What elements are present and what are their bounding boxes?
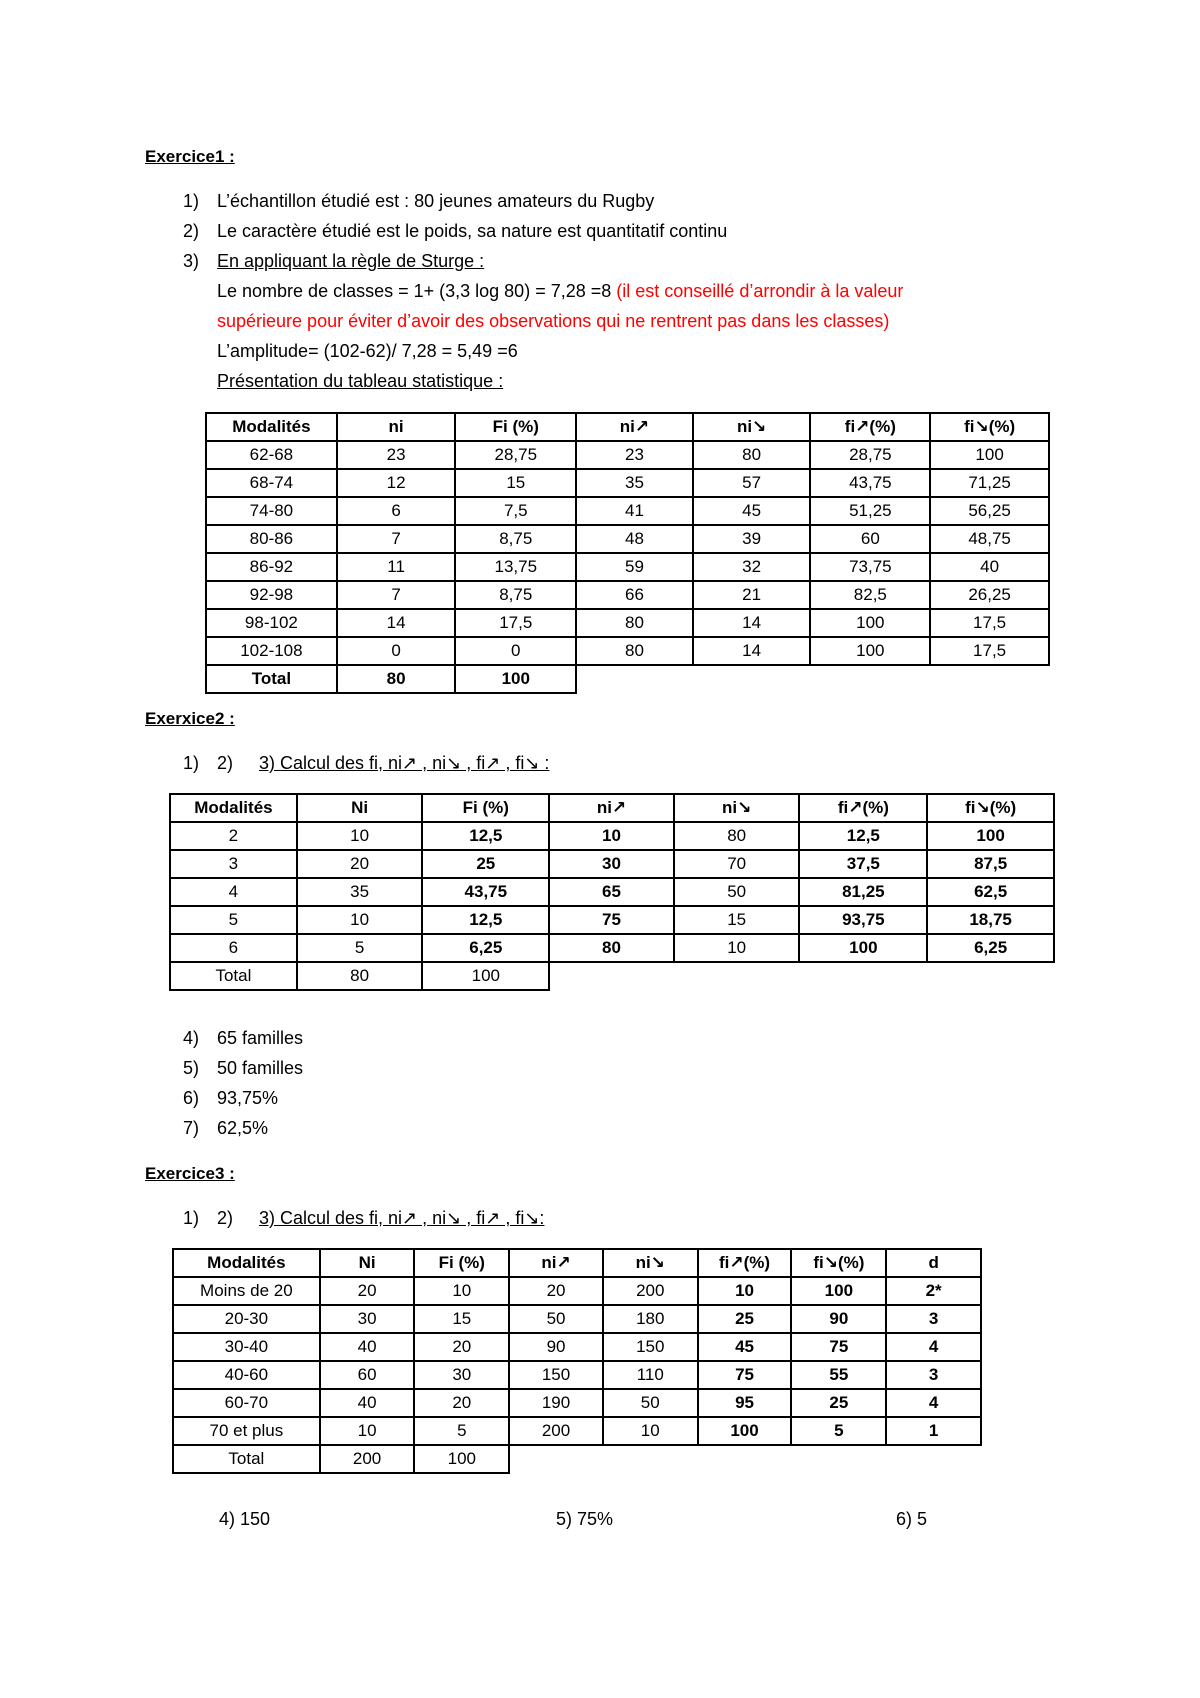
table-cell: Moins de 20 xyxy=(173,1277,320,1305)
table-cell: 100 xyxy=(810,637,930,665)
table-cell: 95 xyxy=(698,1389,792,1417)
table-cell: 6,25 xyxy=(927,934,1054,962)
table-cell: 80 xyxy=(693,441,811,469)
table-cell: 70 xyxy=(674,850,800,878)
table-cell: 50 xyxy=(603,1389,698,1417)
ex2-intro-text: 3) Calcul des fi, ni↗ , ni↘ , fi↗ , fi↘ : xyxy=(259,753,550,773)
column-header: fi↗(%) xyxy=(799,794,927,822)
table-cell: 66 xyxy=(576,581,693,609)
table-cell: 30 xyxy=(549,850,674,878)
total-cell: 100 xyxy=(455,665,576,693)
table-cell: 71,25 xyxy=(930,469,1049,497)
total-cell: 80 xyxy=(297,962,423,990)
table-row xyxy=(173,1389,981,1417)
table-cell: 10 xyxy=(603,1417,698,1445)
column-header: Fi (%) xyxy=(414,1249,509,1277)
table-cell: 48,75 xyxy=(930,525,1049,553)
table-cell: 5 xyxy=(170,906,297,934)
table-cell: 50 xyxy=(509,1305,603,1333)
total-cell: Total xyxy=(173,1445,320,1473)
column-header: Ni xyxy=(320,1249,415,1277)
table-total-row xyxy=(173,1445,981,1473)
table-cell: 3 xyxy=(886,1305,981,1333)
table-cell: 57 xyxy=(693,469,811,497)
table-cell: 0 xyxy=(337,637,456,665)
table-cell: 3 xyxy=(170,850,297,878)
table-cell: 25 xyxy=(791,1389,886,1417)
table-cell: 48 xyxy=(576,525,693,553)
table-cell: 4 xyxy=(886,1389,981,1417)
total-cell: 100 xyxy=(414,1445,509,1473)
ex2-answer-6: 6) 93,75% xyxy=(183,1088,279,1108)
table-cell: 80-86 xyxy=(206,525,337,553)
table-cell: 100 xyxy=(810,609,930,637)
table-cell: 92-98 xyxy=(206,581,337,609)
table-cell: 82,5 xyxy=(810,581,930,609)
empty-cell xyxy=(927,962,1054,990)
ex1-classes-line xyxy=(217,281,903,302)
table-cell: 2 xyxy=(170,822,297,850)
empty-cell xyxy=(674,962,800,990)
ex3-question-intro: 1) 2) 3) Calcul des fi, ni↗ , ni↘ , fi↗ , fi↘: xyxy=(183,1208,545,1228)
table-row xyxy=(170,850,1054,878)
table-row xyxy=(206,581,1049,609)
table-cell: 51,25 xyxy=(810,497,930,525)
table-cell: 41 xyxy=(576,497,693,525)
table-cell: 60 xyxy=(810,525,930,553)
table-cell: 5 xyxy=(791,1417,886,1445)
table-cell: 100 xyxy=(927,822,1054,850)
table-cell: 8,75 xyxy=(455,525,576,553)
column-header: fi↘(%) xyxy=(930,413,1049,441)
table-cell: 62-68 xyxy=(206,441,337,469)
total-cell: Total xyxy=(170,962,297,990)
table-cell: 80 xyxy=(549,934,674,962)
ex2-answer-5: 5) 50 familles xyxy=(183,1058,304,1078)
table-cell: 15 xyxy=(414,1305,509,1333)
table-row xyxy=(173,1277,981,1305)
column-header: ni↗ xyxy=(549,794,674,822)
empty-cell xyxy=(886,1445,981,1473)
table-cell: 20 xyxy=(297,850,423,878)
table-cell: 98-102 xyxy=(206,609,337,637)
column-header: Ni xyxy=(297,794,423,822)
table-cell: 28,75 xyxy=(810,441,930,469)
table-cell: 11 xyxy=(337,553,456,581)
table-cell: 5 xyxy=(297,934,423,962)
table-cell: 12,5 xyxy=(422,822,549,850)
ex2-answer-5-text: 50 familles xyxy=(217,1058,304,1078)
empty-cell xyxy=(693,665,811,693)
ex1-q2-text: Le caractère étudié est le poids, sa nature est quantitatif continu xyxy=(217,221,728,241)
empty-cell xyxy=(799,962,927,990)
table-total-row xyxy=(206,665,1049,693)
empty-cell xyxy=(549,962,674,990)
table-cell: 14 xyxy=(693,637,811,665)
table-cell: 200 xyxy=(603,1277,698,1305)
table-total-row xyxy=(170,962,1054,990)
table-cell: 15 xyxy=(455,469,576,497)
column-header: fi↗(%) xyxy=(810,413,930,441)
ex2-question-intro: 1) 2) 3) Calcul des fi, ni↗ , ni↘ , fi↗ , fi↘ : xyxy=(183,753,550,773)
table-cell: 10 xyxy=(698,1277,792,1305)
table-cell: 43,75 xyxy=(810,469,930,497)
column-header: ni↘ xyxy=(603,1249,698,1277)
table-cell: 80 xyxy=(576,609,693,637)
ex2-answer-7: 7) 62,5% xyxy=(183,1118,269,1138)
table-row xyxy=(206,441,1049,469)
table-cell: 12,5 xyxy=(799,822,927,850)
table-row xyxy=(173,1361,981,1389)
ex1-q3-title: En appliquant la règle de Sturge : xyxy=(217,251,485,271)
table-cell: 4 xyxy=(886,1333,981,1361)
ex1-table-caption: Présentation du tableau statistique : xyxy=(217,371,504,391)
table-cell: 26,25 xyxy=(930,581,1049,609)
table-cell: 100 xyxy=(930,441,1049,469)
total-cell: 80 xyxy=(337,665,456,693)
table-cell: 60-70 xyxy=(173,1389,320,1417)
ex1-question-3: 3) En appliquant la règle de Sturge : xyxy=(183,251,485,271)
column-header: Modalités xyxy=(206,413,337,441)
table-cell: 80 xyxy=(674,822,800,850)
table-cell: 102-108 xyxy=(206,637,337,665)
ex1-statistics-table xyxy=(205,412,1050,694)
table-cell: 200 xyxy=(509,1417,603,1445)
table-row xyxy=(206,469,1049,497)
ex1-advice-part2: supérieure pour éviter d’avoir des observations qui ne rentrent pas dans les classes) xyxy=(217,311,890,331)
table-cell: 87,5 xyxy=(927,850,1054,878)
ex2-answer-6-text: 93,75% xyxy=(217,1088,279,1108)
table-cell: 28,75 xyxy=(455,441,576,469)
table-cell: 18,75 xyxy=(927,906,1054,934)
column-header: Fi (%) xyxy=(422,794,549,822)
empty-cell xyxy=(810,665,930,693)
table-cell: 80 xyxy=(576,637,693,665)
table-header-row xyxy=(206,413,1049,441)
table-cell: 1 xyxy=(886,1417,981,1445)
table-header-row xyxy=(170,794,1054,822)
table-cell: 15 xyxy=(674,906,800,934)
table-cell: 180 xyxy=(603,1305,698,1333)
table-cell: 100 xyxy=(799,934,927,962)
table-cell: 14 xyxy=(337,609,456,637)
table-cell: 3 xyxy=(886,1361,981,1389)
table-cell: 10 xyxy=(674,934,800,962)
column-header: d xyxy=(886,1249,981,1277)
total-cell: Total xyxy=(206,665,337,693)
table-cell: 37,5 xyxy=(799,850,927,878)
total-cell: 200 xyxy=(320,1445,415,1473)
column-header: Modalités xyxy=(170,794,297,822)
table-row xyxy=(170,906,1054,934)
table-row xyxy=(206,553,1049,581)
table-cell: 14 xyxy=(693,609,811,637)
table-cell: 5 xyxy=(414,1417,509,1445)
empty-cell xyxy=(576,665,693,693)
ex3-answer-6: 6) 5 xyxy=(896,1509,928,1529)
table-cell: 21 xyxy=(693,581,811,609)
table-cell: 75 xyxy=(791,1333,886,1361)
ex1-amplitude-line: L’amplitude= (102-62)/ 7,28 = 5,49 =6 xyxy=(217,341,518,361)
table-row xyxy=(206,637,1049,665)
table-cell: 17,5 xyxy=(930,637,1049,665)
table-cell: 150 xyxy=(603,1333,698,1361)
table-row xyxy=(173,1333,981,1361)
empty-cell xyxy=(509,1445,603,1473)
table-cell: 20 xyxy=(414,1333,509,1361)
table-cell: 13,75 xyxy=(455,553,576,581)
column-header: fi↘(%) xyxy=(927,794,1054,822)
ex3-answer-5: 5) 75% xyxy=(556,1509,614,1529)
table-row xyxy=(170,822,1054,850)
table-cell: 25 xyxy=(698,1305,792,1333)
table-cell: 100 xyxy=(698,1417,792,1445)
table-cell: 81,25 xyxy=(799,878,927,906)
ex1-classes-formula: Le nombre de classes = 1+ (3,3 log 80) = 7,28 =8 xyxy=(217,281,617,301)
ex1-question-1: 1) L’échantillon étudié est : 80 jeunes amateurs du Rugby xyxy=(183,191,655,211)
column-header: ni↗ xyxy=(509,1249,603,1277)
table-cell: 23 xyxy=(337,441,456,469)
exercise1-title: Exercice1 : xyxy=(145,147,235,166)
table-cell: 10 xyxy=(320,1417,415,1445)
table-cell: 20 xyxy=(509,1277,603,1305)
table-cell: 8,75 xyxy=(455,581,576,609)
empty-cell xyxy=(791,1445,886,1473)
ex2-answer-4-text: 65 familles xyxy=(217,1028,304,1048)
table-row xyxy=(170,878,1054,906)
table-cell: 86-92 xyxy=(206,553,337,581)
column-header: ni xyxy=(337,413,456,441)
table-cell: 20 xyxy=(414,1389,509,1417)
empty-cell xyxy=(930,665,1049,693)
table-cell: 75 xyxy=(549,906,674,934)
table-cell: 93,75 xyxy=(799,906,927,934)
table-cell: 7 xyxy=(337,525,456,553)
table-cell: 30 xyxy=(320,1305,415,1333)
table-cell: 59 xyxy=(576,553,693,581)
table-cell: 10 xyxy=(297,822,423,850)
table-cell: 30 xyxy=(414,1361,509,1389)
table-header-row xyxy=(173,1249,981,1277)
ex2-statistics-table xyxy=(169,793,1055,991)
table-cell: 10 xyxy=(297,906,423,934)
table-cell: 39 xyxy=(693,525,811,553)
exercise3-title: Exercice3 : xyxy=(145,1164,235,1183)
table-cell: 12,5 xyxy=(422,906,549,934)
table-cell: 90 xyxy=(509,1333,603,1361)
table-cell: 6 xyxy=(337,497,456,525)
table-cell: 30-40 xyxy=(173,1333,320,1361)
table-cell: 4 xyxy=(170,878,297,906)
table-cell: 40 xyxy=(320,1389,415,1417)
table-row xyxy=(206,609,1049,637)
table-cell: 90 xyxy=(791,1305,886,1333)
table-cell: 45 xyxy=(698,1333,792,1361)
table-cell: 40 xyxy=(930,553,1049,581)
table-cell: 35 xyxy=(576,469,693,497)
column-header: fi↘(%) xyxy=(791,1249,886,1277)
column-header: Fi (%) xyxy=(455,413,576,441)
ex2-answer-7-text: 62,5% xyxy=(217,1118,269,1138)
table-cell: 35 xyxy=(297,878,423,906)
table-cell: 75 xyxy=(698,1361,792,1389)
table-cell: 68-74 xyxy=(206,469,337,497)
table-cell: 62,5 xyxy=(927,878,1054,906)
total-cell: 100 xyxy=(422,962,549,990)
table-cell: 10 xyxy=(549,822,674,850)
table-cell: 6 xyxy=(170,934,297,962)
table-cell: 7 xyxy=(337,581,456,609)
table-row xyxy=(170,934,1054,962)
table-cell: 25 xyxy=(422,850,549,878)
table-cell: 2* xyxy=(886,1277,981,1305)
table-row xyxy=(173,1417,981,1445)
ex1-advice-part1: (il est conseillé d’arrondir à la valeur xyxy=(616,281,904,301)
table-cell: 6,25 xyxy=(422,934,549,962)
column-header: fi↗(%) xyxy=(698,1249,792,1277)
table-cell: 74-80 xyxy=(206,497,337,525)
table-cell: 56,25 xyxy=(930,497,1049,525)
table-cell: 40 xyxy=(320,1333,415,1361)
column-header: ni↘ xyxy=(693,413,811,441)
table-cell: 43,75 xyxy=(422,878,549,906)
ex1-question-2: 2) Le caractère étudié est le poids, sa nature est quantitatif continu xyxy=(183,221,728,241)
table-row xyxy=(173,1305,981,1333)
empty-cell xyxy=(603,1445,698,1473)
table-cell: 55 xyxy=(791,1361,886,1389)
table-cell: 190 xyxy=(509,1389,603,1417)
table-cell: 20-30 xyxy=(173,1305,320,1333)
table-cell: 150 xyxy=(509,1361,603,1389)
ex3-intro-text: 3) Calcul des fi, ni↗ , ni↘ , fi↗ , fi↘: xyxy=(259,1208,545,1228)
ex3-statistics-table xyxy=(172,1248,982,1474)
table-cell: 40-60 xyxy=(173,1361,320,1389)
table-cell: 65 xyxy=(549,878,674,906)
ex3-answer-4: 4) 150 xyxy=(219,1509,271,1529)
table-cell: 17,5 xyxy=(930,609,1049,637)
ex1-q1-text: L’échantillon étudié est : 80 jeunes amateurs du Rugby xyxy=(217,191,655,211)
column-header: Modalités xyxy=(173,1249,320,1277)
table-cell: 100 xyxy=(791,1277,886,1305)
table-row xyxy=(206,525,1049,553)
exercise2-title: Exerxice2 : xyxy=(145,709,235,728)
ex2-answer-4: 4) 65 familles xyxy=(183,1028,304,1048)
column-header: ni↗ xyxy=(576,413,693,441)
table-cell: 0 xyxy=(455,637,576,665)
table-cell: 23 xyxy=(576,441,693,469)
table-cell: 12 xyxy=(337,469,456,497)
table-cell: 32 xyxy=(693,553,811,581)
table-cell: 60 xyxy=(320,1361,415,1389)
table-cell: 70 et plus xyxy=(173,1417,320,1445)
table-cell: 7,5 xyxy=(455,497,576,525)
table-cell: 45 xyxy=(693,497,811,525)
table-cell: 17,5 xyxy=(455,609,576,637)
table-cell: 20 xyxy=(320,1277,415,1305)
column-header: ni↘ xyxy=(674,794,800,822)
empty-cell xyxy=(698,1445,792,1473)
table-cell: 10 xyxy=(414,1277,509,1305)
table-cell: 50 xyxy=(674,878,800,906)
table-row xyxy=(206,497,1049,525)
table-cell: 73,75 xyxy=(810,553,930,581)
table-cell: 110 xyxy=(603,1361,698,1389)
